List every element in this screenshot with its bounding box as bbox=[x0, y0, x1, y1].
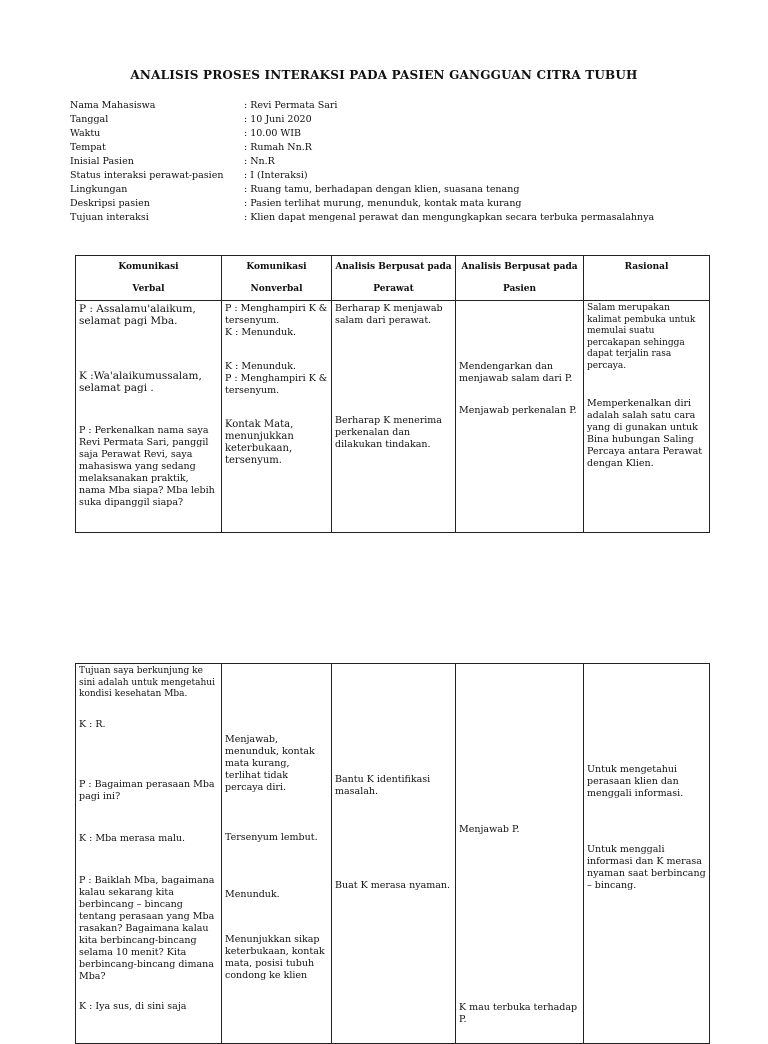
verbal-text: K :Wa'alaikumussalam, selamat pagi . bbox=[79, 370, 202, 394]
meta-row-tujuan bbox=[70, 211, 690, 225]
meta-label: Nama Mahasiswa bbox=[70, 100, 156, 111]
meta-label: Deskripsi pasien bbox=[70, 198, 150, 209]
rasional-text: Memperkenalkan diri adalah salah satu cara yang di gunakan untuk Bina hubungan Saling Percaya antara Perawat dengan Klien. bbox=[587, 398, 703, 469]
pasien-text: K mau terbuka terhadap P. bbox=[459, 1002, 578, 1025]
perawat-text: Bantu K identifikasi masalah. bbox=[335, 774, 431, 797]
meta-row-status bbox=[70, 169, 690, 183]
table-header-row bbox=[76, 256, 710, 301]
meta-label: Waktu bbox=[70, 128, 101, 139]
meta-value: : I (Interaksi) bbox=[244, 170, 308, 181]
nonverbal-cell bbox=[222, 664, 332, 1044]
table-row bbox=[76, 301, 710, 533]
meta-row-deskripsi bbox=[70, 197, 690, 211]
pasien-cell bbox=[456, 301, 584, 533]
perawat-text: Buat K merasa nyaman. bbox=[335, 880, 451, 891]
meta-value: : 10.00 WIB bbox=[244, 128, 301, 139]
meta-value: : Pasien terlihat murung, menunduk, kontak mata kurang bbox=[244, 198, 522, 209]
perawat-cell bbox=[332, 301, 456, 533]
rasional-text: Salam merupakan kalimat pembuka untuk memulai suatu percakapan sehingga dapat terjalin rasa percaya. bbox=[587, 303, 696, 371]
header-rasional: Rasional bbox=[584, 256, 710, 301]
perawat-text: Berharap K menerima perkenalan dan dilakukan tindakan. bbox=[335, 415, 442, 450]
pasien-text: Menjawab P. bbox=[459, 824, 520, 835]
verbal-text: P : Perkenalkan nama saya Revi Permata Sari, panggil saja Perawat Revi, saya mahasiswa yang sedang melaksanakan praktik, nama Mba siapa? Mba lebih suka dipanggil siapa? bbox=[79, 425, 215, 508]
header-pasien: Analisis Berpusat pada Pasien bbox=[456, 256, 584, 301]
perawat-text: Berharap K menjawab salam dari perawat. bbox=[335, 303, 443, 326]
nonverbal-text: Menunduk. bbox=[225, 889, 280, 900]
meta-row-inisial bbox=[70, 155, 690, 169]
meta-label: Tanggal bbox=[70, 114, 109, 125]
verbal-text: K : R. bbox=[79, 718, 106, 730]
nonverbal-text: Menunjukkan sikap keterbukaan, kontak mata, posisi tubuh condong ke klien bbox=[225, 934, 325, 981]
pasien-text: Menjawab perkenalan P. bbox=[459, 405, 577, 416]
meta-info-block bbox=[70, 99, 690, 225]
document-title: ANALISIS PROSES INTERAKSI PADA PASIEN GANGGUAN CITRA TUBUH bbox=[130, 68, 638, 82]
table-row bbox=[76, 664, 710, 1044]
rasional-cell bbox=[584, 301, 710, 533]
nonverbal-text: P : Menghampiri K & tersenyum. K : Menunduk. bbox=[225, 303, 328, 338]
nonverbal-text: K : Menunduk. P : Menghampiri K & tersenyum. bbox=[225, 361, 328, 396]
meta-label: Status interaksi perawat-pasien bbox=[70, 170, 224, 181]
nonverbal-text: Kontak Mata, menunjukkan keterbukaan, tersenyum. bbox=[225, 419, 294, 466]
header-nonverbal: Komunikasi Nonverbal bbox=[222, 256, 332, 301]
header-verbal: Komunikasi Verbal bbox=[76, 256, 222, 301]
verbal-text: K : Mba merasa malu. bbox=[79, 832, 186, 844]
pasien-text: Mendengarkan dan menjawab salam dari P. bbox=[459, 361, 573, 384]
meta-value: : Rumah Nn.R bbox=[244, 142, 312, 153]
verbal-text: P : Baiklah Mba, bagaimana kalau sekarang kita berbincang – bincang tentang perasaan yang Mba rasakan? Bagaimana kalau kita berbincang-bincang selama 10 menit? Kita berbincang-bincang dimana Mba? bbox=[79, 874, 215, 982]
verbal-text: K : Iya sus, di sini saja bbox=[79, 1000, 187, 1012]
meta-row-nama bbox=[70, 99, 690, 113]
verbal-cell bbox=[76, 664, 222, 1044]
meta-row-waktu bbox=[70, 127, 690, 141]
interaction-table-2 bbox=[75, 663, 710, 1044]
meta-value: : Klien dapat mengenal perawat dan mengungkapkan secara terbuka permasalahnya bbox=[244, 212, 655, 223]
meta-label: Tujuan interaksi bbox=[70, 212, 149, 223]
meta-value: : Nn.R bbox=[244, 156, 275, 167]
verbal-text: Tujuan saya berkunjung ke sini adalah untuk mengetahui kondisi kesehatan Mba. bbox=[79, 666, 215, 699]
pasien-cell bbox=[456, 664, 584, 1044]
meta-row-tempat bbox=[70, 141, 690, 155]
meta-value: : 10 Juni 2020 bbox=[244, 114, 312, 125]
rasional-text: Untuk menggali informasi dan K merasa nyaman saat berbincang – bincang. bbox=[587, 844, 706, 891]
meta-label: Inisial Pasien bbox=[70, 156, 134, 167]
verbal-text: P : Assalamu'alaikum, selamat pagi Mba. bbox=[79, 303, 196, 327]
nonverbal-text: Tersenyum lembut. bbox=[225, 832, 318, 843]
perawat-cell bbox=[332, 664, 456, 1044]
meta-label: Lingkungan bbox=[70, 184, 128, 195]
verbal-cell bbox=[76, 301, 222, 533]
meta-value: : Ruang tamu, berhadapan dengan klien, suasana tenang bbox=[244, 184, 520, 195]
meta-value: : Revi Permata Sari bbox=[244, 100, 338, 111]
nonverbal-text: Menjawab, menunduk, kontak mata kurang, terlihat tidak percaya diri. bbox=[225, 734, 315, 793]
meta-row-lingkungan bbox=[70, 183, 690, 197]
meta-row-tanggal bbox=[70, 113, 690, 127]
nonverbal-cell bbox=[222, 301, 332, 533]
header-perawat: Analisis Berpusat pada Perawat bbox=[332, 256, 456, 301]
meta-label: Tempat bbox=[70, 142, 106, 153]
interaction-table-1 bbox=[75, 255, 710, 533]
rasional-cell bbox=[584, 664, 710, 1044]
verbal-text: P : Bagaiman perasaan Mba pagi ini? bbox=[79, 778, 215, 802]
rasional-text: Untuk mengetahui perasaan klien dan menggali informasi. bbox=[587, 764, 684, 799]
